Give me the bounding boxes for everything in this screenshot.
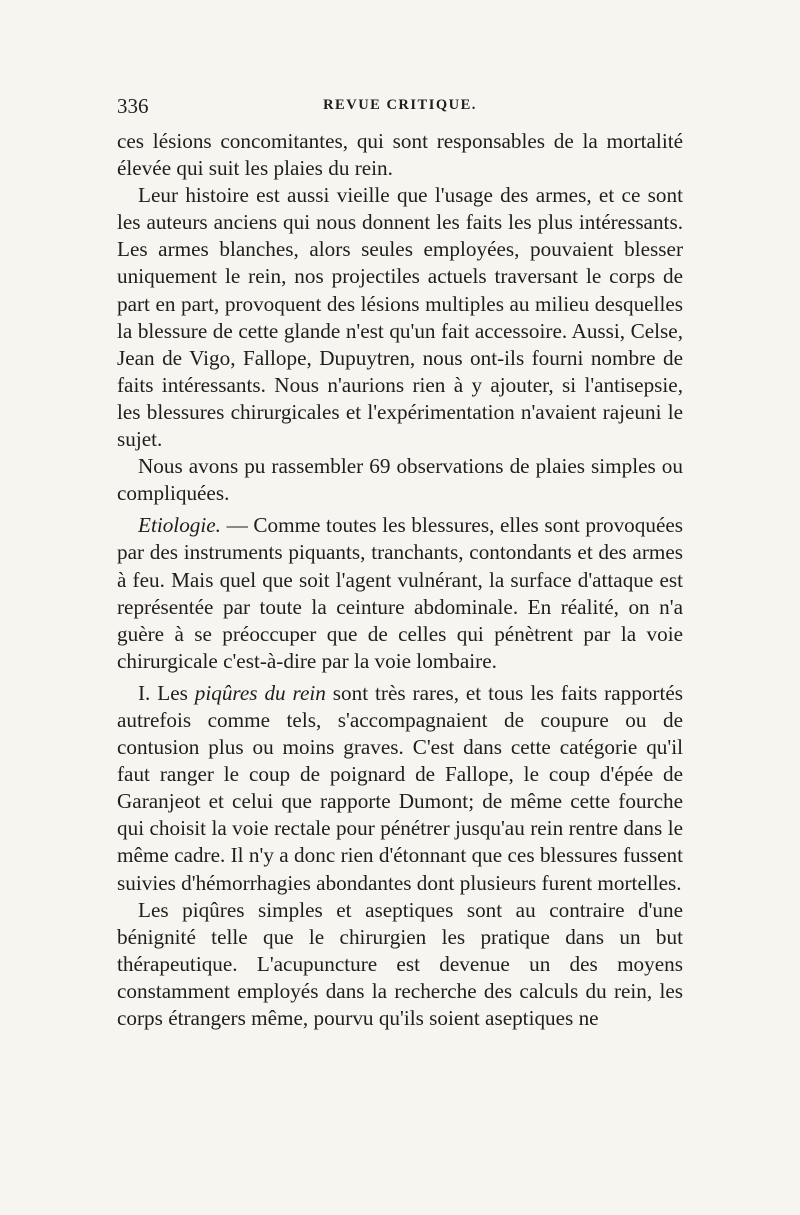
paragraph-etiologie: Etiologie. — Comme toutes les blessures, elles sont provoquées par des instruments piquants, tranchants, contondants et des armes à feu. Mais quel que soit l'agent vulnérant, la surface d'attaque est représentée par toute la ceinture abdominale. En réalité, on n'a guère à se préoccuper que de celles qui pénètrent par la voie chirurgicale c'est-à-dire par la voie lombaire.	[117, 513, 683, 673]
page-body	[117, 128, 683, 1032]
paragraph-3: Nous avons pu rassembler 69 observations de plaies simples ou compliquées.	[117, 454, 683, 506]
paragraph-6: Les piqûres simples et aseptiques sont au contraire d'une bénignité telle que le chirurgien les pratique dans un but thérapeutique. L'acupuncture est devenue un des moyens constamment employés dans la recherche des calculs du rein, les corps étrangers même, pourvu qu'ils soient aseptiques ne	[117, 897, 683, 1030]
paragraph-1: ces lésions concomitantes, qui sont responsables de la mortalité élevée qui suit les plaies du rein.	[117, 129, 683, 181]
page-header	[117, 94, 683, 124]
page-number: 336	[117, 94, 149, 118]
section-heading: Etiologie.	[138, 513, 221, 538]
paragraph-piqures: I. Les piqûres du rein sont très rares, et tous les faits rapportés autrefois comme tels, s'accompagnaient de coupure ou de contusion plus ou moins graves. C'est dans cette catégorie qu'il faut ranger le coup de poignard de Fallope, le coup d'épée de Garanjeot et celui que rapporte Dumont; de même cette fourche qui choisit la voie rectale pour pénétrer jusqu'au rein rentre dans le même cadre. Il n'y a donc rien d'étonnant que ces blessures fussent suivies d'hémorrhagies abondantes dont plusieurs furent mortelles.	[117, 680, 683, 895]
italic-term: piqûres du rein	[194, 680, 326, 705]
running-title: REVUE CRITIQUE.	[323, 97, 477, 113]
paragraph-2: Leur histoire est aussi vieille que l'usage des armes, et ce sont les auteurs anciens qui nous donnent les faits les plus intéressants. Les armes blanches, alors seules employées, pouvaient blesser uniquement le rein, nos projectiles actuels traversant le corps de part en part, provoquent des lésions multiples au milieu desquelles la blessure de cette glande n'est qu'un fait accessoire. Aussi, Celse, Jean de Vigo, Fallope, Dupuytren, nous ont-ils fourni nombre de faits intéressants. Nous n'aurions rien à y ajouter, si l'antisepsie, les blessures chirurgicales et l'expérimentation n'avaient rajeuni le sujet.	[117, 183, 683, 452]
